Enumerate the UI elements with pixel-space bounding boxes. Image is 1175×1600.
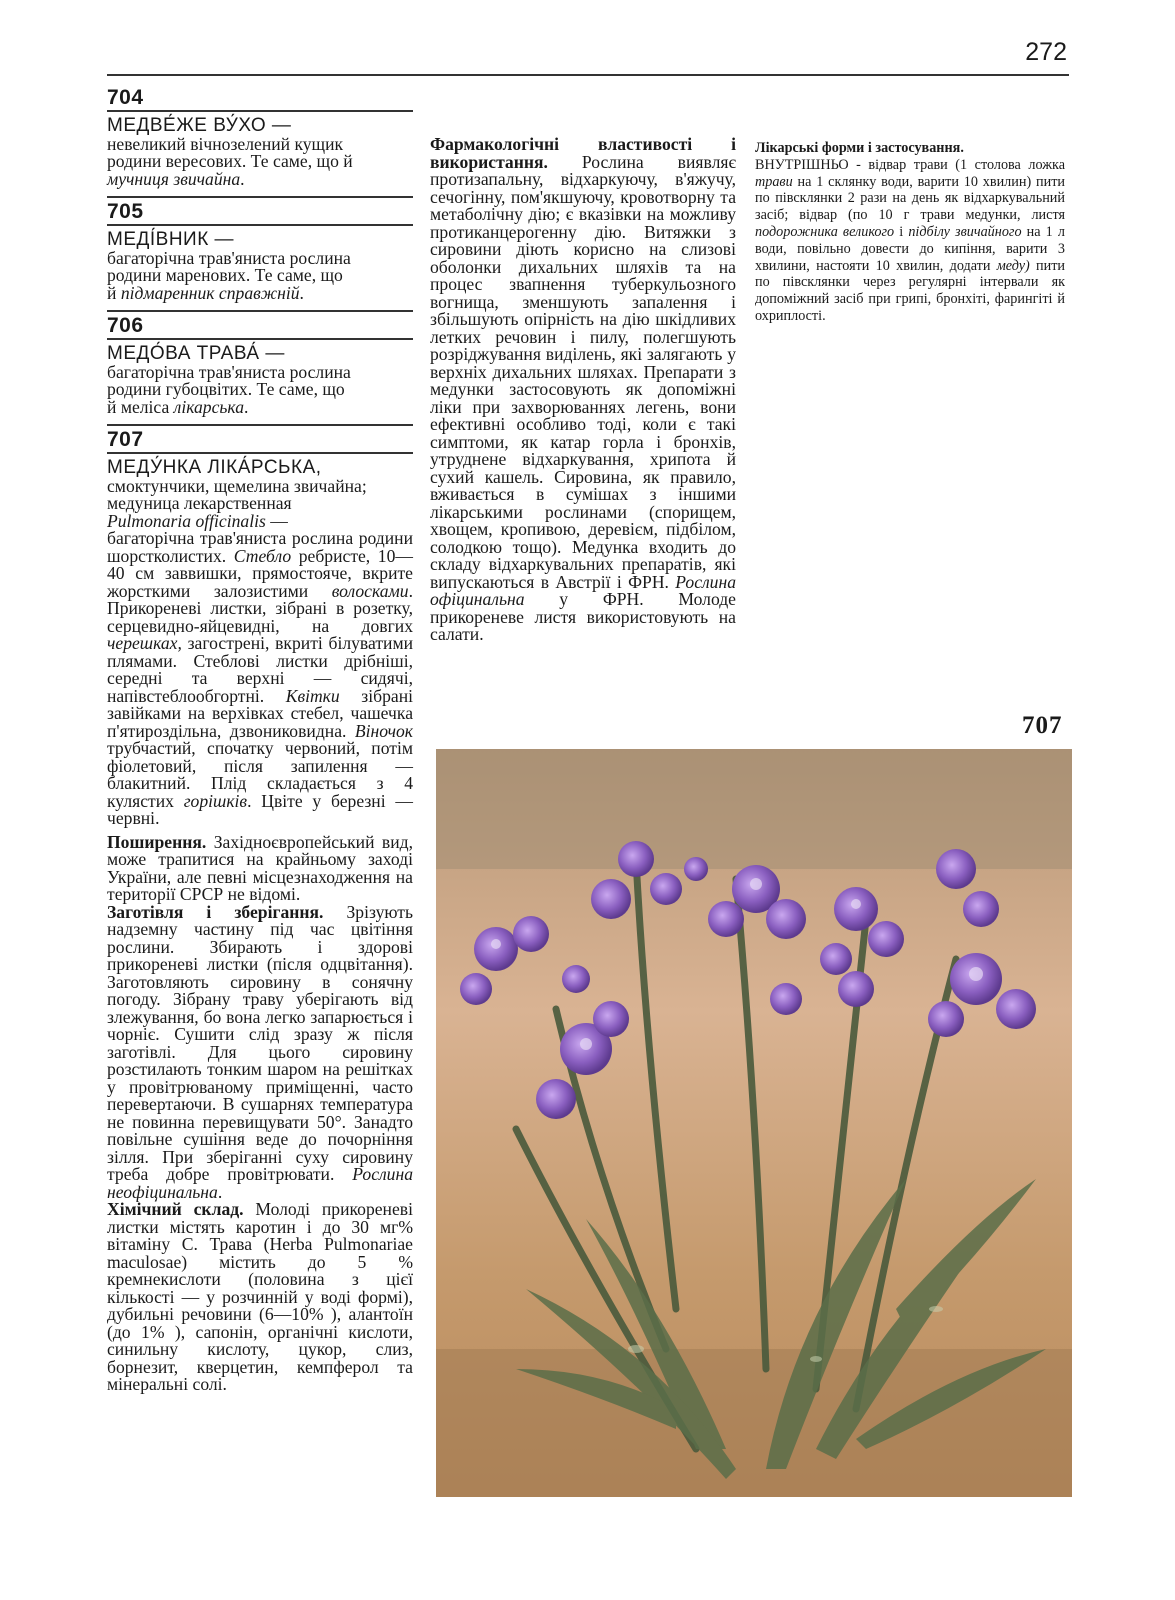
entry-term: МЕДО́ВА ТРАВА́ — xyxy=(107,342,285,364)
synonyms: смоктунчики, щемелина звичайна; xyxy=(107,475,367,496)
pharm-section: Фармакологічні властивості і використання. Рослина виявляє протизапальну, відхаркуючу, в'яжучу, сечогінну, пом'якшуючу, кровотворну та метаболічну дію; є вказівки на можливу протиканцерогенну дію. Витяжки з сировини діють корисно на слизові оболонки дихальних шляхів та на процес звапнення туберкульозного вогнища, зменшують запалення і збільшують опірність на дію шкідливих летких речовин і пилу, полегшують розріджування виділень, які залягають у верхніх дихальних шляхах. Препарати з медунки застосовують як допоміжні ліки при захворюваннях легень, вони ефективні особливо тоді, коли є такі симптоми, як катар горла і бронхів, утруднене відхаркування, хрипота й сухий кашель. Сировина, як правило, вживається в сумішах з іншими лікарськими рослинами (спорищем, хвощем, кропивою, деревієм, підбілом, солодкою тощо). Медунка входить до складу відхаркувальних препаратів, які випускаються в Австрії і ФРН. Рослина офіцинальна у ФРН. Молоде прикореневе листя використовують на салати. xyxy=(430,134,736,644)
entry-707 xyxy=(107,424,413,1394)
column-2 xyxy=(430,136,736,644)
cross-ref: лікарська xyxy=(173,396,245,417)
entry-706 xyxy=(107,310,413,416)
entry-number: 704 xyxy=(107,84,413,112)
column-3 xyxy=(755,136,1065,325)
entry-term: МЕДУ́НКА ЛІКА́РСЬКА, xyxy=(107,456,322,478)
column-1 xyxy=(107,84,413,1402)
entry-number: 705 xyxy=(107,196,413,226)
latin-name: Pulmonaria officinalis — xyxy=(107,510,288,531)
russian-name: медуница лекарственная xyxy=(107,493,292,513)
forms-section: Лікарські форми і застосування. ВНУТРІШНЬО - відвар трави (1 столова ложка трави на 1 склянку води, варити 10 хвилин) пити по півсклянки 2 рази на день як відхаркувальний засіб; відвар (по 10 г трави медунки, листя подорожника великого і підбілу звичайного на 1 л води, повільно довести до кипіння, варити 3 хвилини, настояти 10 хвилин, додати меду) пити по півсклянки через регулярні інтервали як допоміжний засіб при грипі, бронхіті, фарингіті й охриплості. xyxy=(755,140,1066,324)
entry-line: багаторічна трав'яниста рослина xyxy=(107,247,351,268)
harvest-section: Заготівля і зберігання. Зрізують надземну частину під час цвітіння рослини. Збирають і здорові прикореневі листки (після одцвітання). Заготовляють сировину в сонячну погоду. Зібрану траву уберігають від злежування, бо вона легко запарюється і чорніє. Сушити слід зразу ж після заготівлі. Для цього сировину розстилають тонким шаром на решітках у провітрюваному приміщенні, часто перевертаючи. В сушарнях температура не повинна перевищувати 50°. Занадто повільне сушіння веде до почорніння зілля. При зберіганні суху сировину треба добре провітрювати. Рослина неофіцинальна. xyxy=(107,901,413,1202)
entry-line: родини вересових. Те саме, що й xyxy=(107,151,353,171)
plant-photo xyxy=(436,749,1072,1497)
photo-label: 707 xyxy=(1022,712,1063,739)
entry-line: невеликий вічнозелений кущик xyxy=(107,133,344,154)
description: багаторічна трав'яниста рослина родини шорстколистих. Стебло ребристе, 10—40 см заввишки, прямостояче, вкрите жорсткими залозистими волосками. Прикореневі листки, зібрані в розетку, серцевидно-яйцевидні, на довгих черешках, загострені, вкриті білуватими плямами. Стеблові листки дрібніші, середні та верхні — сидячі, напівстеблообгортні. Квітки зібрані завійками на верхівках стебел, чашечка п'ятироздільна, дзвониковидна. Віночок трубчастий, спочатку червоний, потім фіолетовий, після запилення — блакитний. Плід складається з 4 кулястих горішків. Цвіте у березні — червні. xyxy=(107,528,413,828)
entry-term: МЕДІ́ВНИК — xyxy=(107,228,235,250)
cross-ref: підмаренник справжній xyxy=(120,282,300,303)
spread-section: Поширення. Західноєвропейський вид, може трапитися на крайньому заході України, але певні місцезнаходження на території СРСР не відомі. xyxy=(107,831,413,904)
cross-ref: мучниця звичайна xyxy=(107,168,241,189)
entry-line: родини губоцвітих. Те саме, що xyxy=(107,379,345,399)
entry-number: 707 xyxy=(107,424,413,454)
lungwort-illustration xyxy=(436,749,1072,1497)
page-number: 272 xyxy=(1025,38,1067,66)
entry-line: мучниця звичайна. xyxy=(107,168,245,189)
entry-704 xyxy=(107,84,413,188)
entry-number: 706 xyxy=(107,310,413,340)
chem-section: Хімічний склад. Молоді прикореневі листки містять каротин і до 30 мг% вітаміну С. Трава (Herba Pulmonariae maculosae) містить до 5 % кремнекислоти (половина з цієї кількості — у розчинній у воді формі), дубильні речовини (6—10% ), алантоїн (до 1% ), сапонін, органічні кислоти, синильну кислоту, цукор, слиз, борнезит, кверцетин, кемпферол та мінеральні солі. xyxy=(107,1199,413,1394)
entry-term: МЕДВЕ́ЖЕ ВУ́ХО — xyxy=(107,114,292,136)
entry-line: багаторічна трав'яниста рослина xyxy=(107,361,351,382)
entry-line: родини маренових. Те саме, що xyxy=(107,265,343,285)
entry-line: й меліса лікарська. xyxy=(107,396,249,417)
entry-line: й підмаренник справжній. xyxy=(107,282,304,303)
top-rule xyxy=(107,74,1069,76)
entry-705 xyxy=(107,196,413,302)
